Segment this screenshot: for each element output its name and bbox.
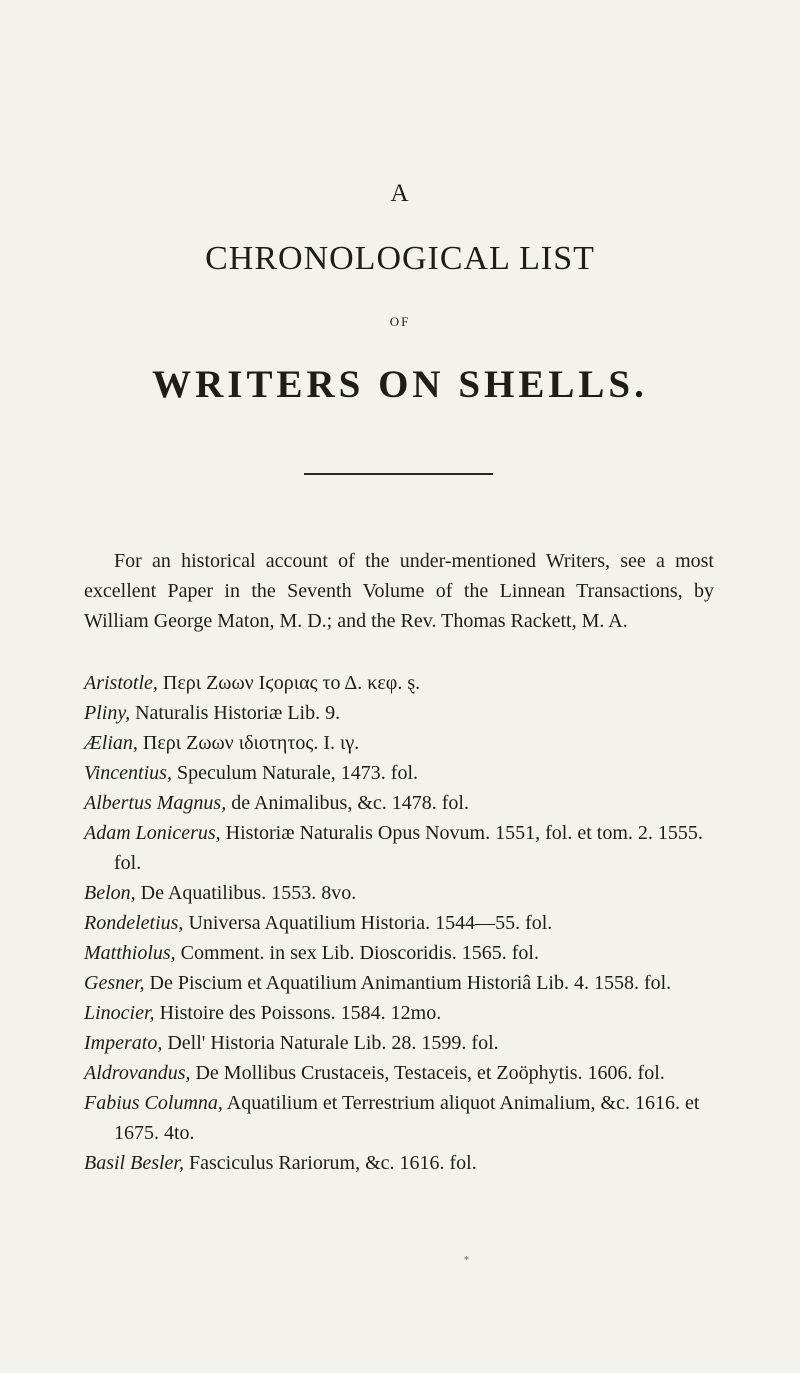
- title-connector: OF: [389, 314, 411, 329]
- entry-work: De Aquatilibus. 1553. 8vo.: [135, 882, 357, 904]
- list-item: [84, 878, 714, 908]
- entry-work: De Mollibus Crustaceis, Testaceis, et Zoöphytis. 1606. fol.: [190, 1062, 665, 1084]
- entry-author: Albertus Magnus,: [84, 792, 227, 814]
- entry-work: Naturalis Historiæ Lib. 9.: [130, 702, 341, 724]
- list-item: [84, 1028, 714, 1058]
- entry-author: Adam Lonicerus,: [84, 822, 221, 844]
- list-item: [84, 1058, 714, 1088]
- title-article: A: [390, 180, 410, 207]
- entry-work: Περι Ζωων Ιϛοριας το Δ. κεφ. ȿ.: [157, 672, 421, 694]
- entry-work: Universa Aquatilium Historia. 1544—55. fol.: [183, 912, 553, 934]
- list-item: [84, 998, 714, 1028]
- intro-paragraph: For an historical account of the under-mentioned Writers, see a most excellent Paper in the Seventh Volume of the Linnean Transactions, by William George Maton, M. D.; and the Rev. Thomas Rackett, M. A.: [84, 550, 714, 632]
- entry-author: Basil Besler,: [84, 1152, 184, 1174]
- list-item: [84, 1148, 714, 1178]
- entry-author: Belon,: [84, 882, 136, 904]
- entry-author: Gesner,: [84, 972, 145, 994]
- list-item: [84, 788, 714, 818]
- divider-rule: [304, 473, 493, 475]
- entry-author: Linocier,: [84, 1002, 155, 1024]
- entry-author: Aldrovandus,: [84, 1062, 191, 1084]
- entry-author: Fabius Columna,: [84, 1092, 223, 1114]
- list-item: [84, 818, 714, 878]
- list-item: [84, 908, 714, 938]
- entry-author: Aristotle,: [84, 672, 158, 694]
- entry-work: de Animalibus, &c. 1478. fol.: [226, 792, 469, 814]
- entry-work: Historiæ Naturalis Opus Novum. 1551, fol. et tom. 2. 1555. fol.: [114, 822, 703, 874]
- list-item: [84, 1088, 714, 1148]
- entry-author: Imperato,: [84, 1032, 163, 1054]
- list-item: [84, 698, 714, 728]
- entry-author: Pliny,: [84, 702, 131, 724]
- page-title: CHRONOLOGICAL LIST: [205, 240, 595, 277]
- entry-work: Comment. in sex Lib. Dioscoridis. 1565. fol.: [175, 942, 539, 964]
- entry-work: Speculum Naturale, 1473. fol.: [171, 762, 419, 784]
- entry-author: Ælian,: [84, 732, 138, 754]
- entry-author: Matthiolus,: [84, 942, 176, 964]
- list-item: [84, 938, 714, 968]
- entry-work: Histoire des Poissons. 1584. 12mo.: [154, 1002, 442, 1024]
- list-item: [84, 968, 714, 998]
- entry-author: Vincentius,: [84, 762, 172, 784]
- list-item: [84, 668, 714, 698]
- entry-work: Dell' Historia Naturale Lib. 28. 1599. fol.: [162, 1032, 499, 1054]
- entry-work: Aquatilium et Terrestrium aliquot Animalium, &c. 1616. et 1675. 4to.: [114, 1092, 700, 1144]
- entry-work: Fasciculus Rariorum, &c. 1616. fol.: [184, 1152, 477, 1174]
- writers-list: [84, 668, 714, 1178]
- entry-work: De Piscium et Aquatilium Animantium Historiâ Lib. 4. 1558. fol.: [144, 972, 672, 994]
- entry-work: Περι Ζωων ιδιοτητος. I. ιγ.: [137, 732, 360, 754]
- entry-author: Rondeletius,: [84, 912, 184, 934]
- list-item: [84, 758, 714, 788]
- page-subtitle: WRITERS ON SHELLS.: [152, 363, 648, 406]
- signature-mark: *: [464, 1255, 469, 1266]
- list-item: [84, 728, 714, 758]
